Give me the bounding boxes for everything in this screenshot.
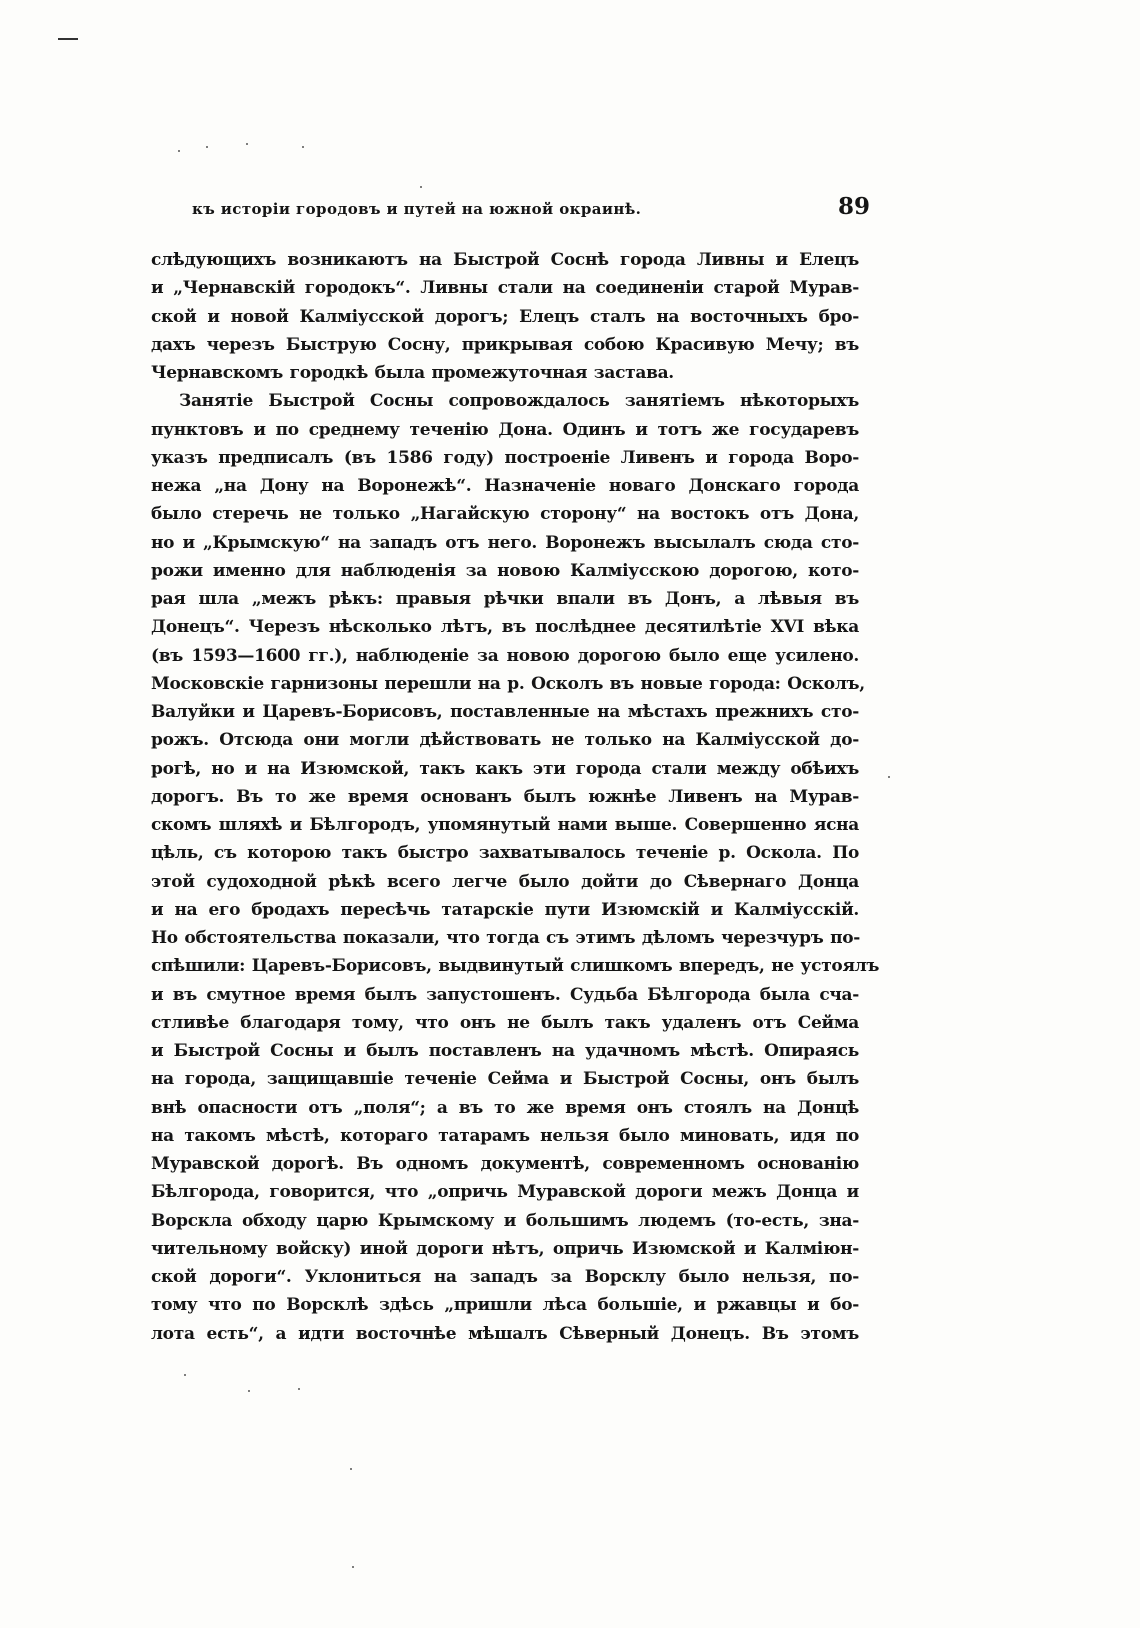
text-line: Бѣлгорода, говорится, что „опричь Муравской дороги межъ Донца и [151, 1182, 859, 1203]
scan-speck [352, 1566, 354, 1568]
text-line: Муравской дорогѣ. Въ одномъ документѣ, современномъ основанію [151, 1154, 859, 1174]
text-line: Ворскла обходу царю Крымскому и большимъ людемъ (то-есть, зна- [151, 1210, 859, 1231]
text-line: рогѣ, но и на Изюмской, такъ какъ эти города стали между обѣихъ [151, 758, 859, 779]
scan-speck [298, 1388, 300, 1390]
text-line: лота есть“, а идти восточнѣе мѣшалъ Сѣверный Донецъ. Въ этомъ [151, 1323, 859, 1344]
scan-speck [246, 143, 248, 145]
text-line: внѣ опасности отъ „поля“; а въ то же время онъ стоялъ на Донцѣ [151, 1097, 859, 1118]
page-edge-rule [58, 38, 78, 40]
scan-speck [248, 1390, 250, 1392]
scan-speck [302, 146, 304, 148]
page-number: 89 [838, 193, 871, 220]
paragraph-first-line: Занятіе Быстрой Сосны сопровождалось занятіемъ нѣкоторыхъ [179, 391, 859, 412]
text-line: рая шла „межъ рѣкъ: правыя рѣчки впали въ Донъ, а лѣвыя въ [151, 589, 859, 609]
text-line: Но обстоятельства показали, что тогда съ этимъ дѣломъ черезчуръ по- [151, 928, 861, 948]
text-line: рожъ. Отсюда они могли дѣйствовать не только на Калміусской до- [151, 730, 859, 751]
text-line: дахъ черезъ Быструю Сосну, прикрывая собою Красивую Мечу; въ [151, 334, 859, 355]
text-line: Московскіе гарнизоны перешли на р. Осколъ въ новые города: Осколъ, [151, 673, 865, 694]
text-line: на города, защищавшіе теченіе Сейма и Быстрой Сосны, онъ былъ [151, 1069, 859, 1090]
scan-speck [888, 776, 890, 778]
text-line: Валуйки и Царевъ-Борисовъ, поставленные на мѣстахъ прежнихъ сто- [151, 702, 859, 722]
text-line: ской дороги“. Уклониться на западъ за Ворсклу было нельзя, по- [151, 1267, 859, 1287]
scan-speck [206, 146, 208, 148]
text-line: и на его бродахъ пересѣчь татарскіе пути Изюмскій и Калміусскій. [151, 899, 859, 920]
scan-speck [350, 1468, 352, 1470]
text-line: (въ 1593—1600 гг.), наблюденіе за новою дорогою было еще усилено. [151, 645, 859, 666]
text-line: ской и новой Калміусской дорогъ; Елецъ сталъ на восточныхъ бро- [151, 306, 859, 327]
scan-speck [178, 150, 180, 152]
text-line: слѣдующихъ возникаютъ на Быстрой Соснѣ города Ливны и Елецъ [151, 250, 859, 270]
text-line: стливѣе благодаря тому, что онъ не былъ такъ удаленъ отъ Сейма [151, 1012, 859, 1033]
scan-speck [420, 186, 422, 188]
text-line: Донецъ“. Черезъ нѣсколько лѣтъ, въ послѣднее десятилѣтіе XVI вѣка [151, 617, 859, 638]
text-line: цѣль, съ которою такъ быстро захватывалось теченіе р. Оскола. По [151, 843, 859, 864]
text-line: тому что по Ворсклѣ здѣсь „пришли лѣса большіе, и ржавцы и бо- [151, 1295, 859, 1316]
text-line: и „Чернавскій городокъ“. Ливны стали на соединеніи старой Мурав- [151, 278, 859, 299]
text-line: Чернавскомъ городкѣ была промежуточная застава. [151, 363, 674, 383]
text-line: указъ предписалъ (въ 1586 году) построеніе Ливенъ и города Воро- [151, 447, 859, 468]
text-line: и Быстрой Сосны и былъ поставленъ на удачномъ мѣстѣ. Опираясь [151, 1041, 859, 1061]
text-line: и въ смутное время былъ запустошенъ. Судьба Бѣлгорода была сча- [151, 984, 859, 1005]
scan-speck [184, 1374, 186, 1376]
text-line: но и „Крымскую“ на западъ отъ него. Воронежъ высылалъ сюда сто- [151, 532, 859, 553]
text-line: рожи именно для наблюденія за новою Калміусскою дорогою, кото- [151, 560, 859, 581]
text-line: нежа „на Дону на Воронежѣ“. Назначеніе новаго Донскаго города [151, 476, 859, 496]
text-line: скомъ шляхѣ и Бѣлгородъ, упомянутый нами выше. Совершенно ясна [151, 815, 859, 835]
text-line: пунктовъ и по среднему теченію Дона. Одинъ и тотъ же государевъ [151, 419, 859, 440]
text-line: чительному войску) иной дороги нѣтъ, опричь Изюмской и Калміюн- [151, 1238, 859, 1259]
text-line: спѣшили: Царевъ-Борисовъ, выдвинутый слишкомъ впередъ, не устоялъ [151, 956, 880, 977]
text-line: этой судоходной рѣкѣ всего легче было дойти до Сѣвернаго Донца [151, 871, 859, 892]
text-line: на такомъ мѣстѣ, котораго татарамъ нельзя было миновать, идя по [151, 1125, 859, 1146]
body-text [151, 246, 880, 1348]
text-line: было стеречь не только „Нагайскую сторону“ на востокъ отъ Дона, [151, 504, 859, 525]
text-line: дорогъ. Въ то же время основанъ былъ южнѣе Ливенъ на Мурав- [151, 786, 859, 807]
running-header: къ исторіи городовъ и путей на южной окраинѣ. [192, 200, 642, 218]
